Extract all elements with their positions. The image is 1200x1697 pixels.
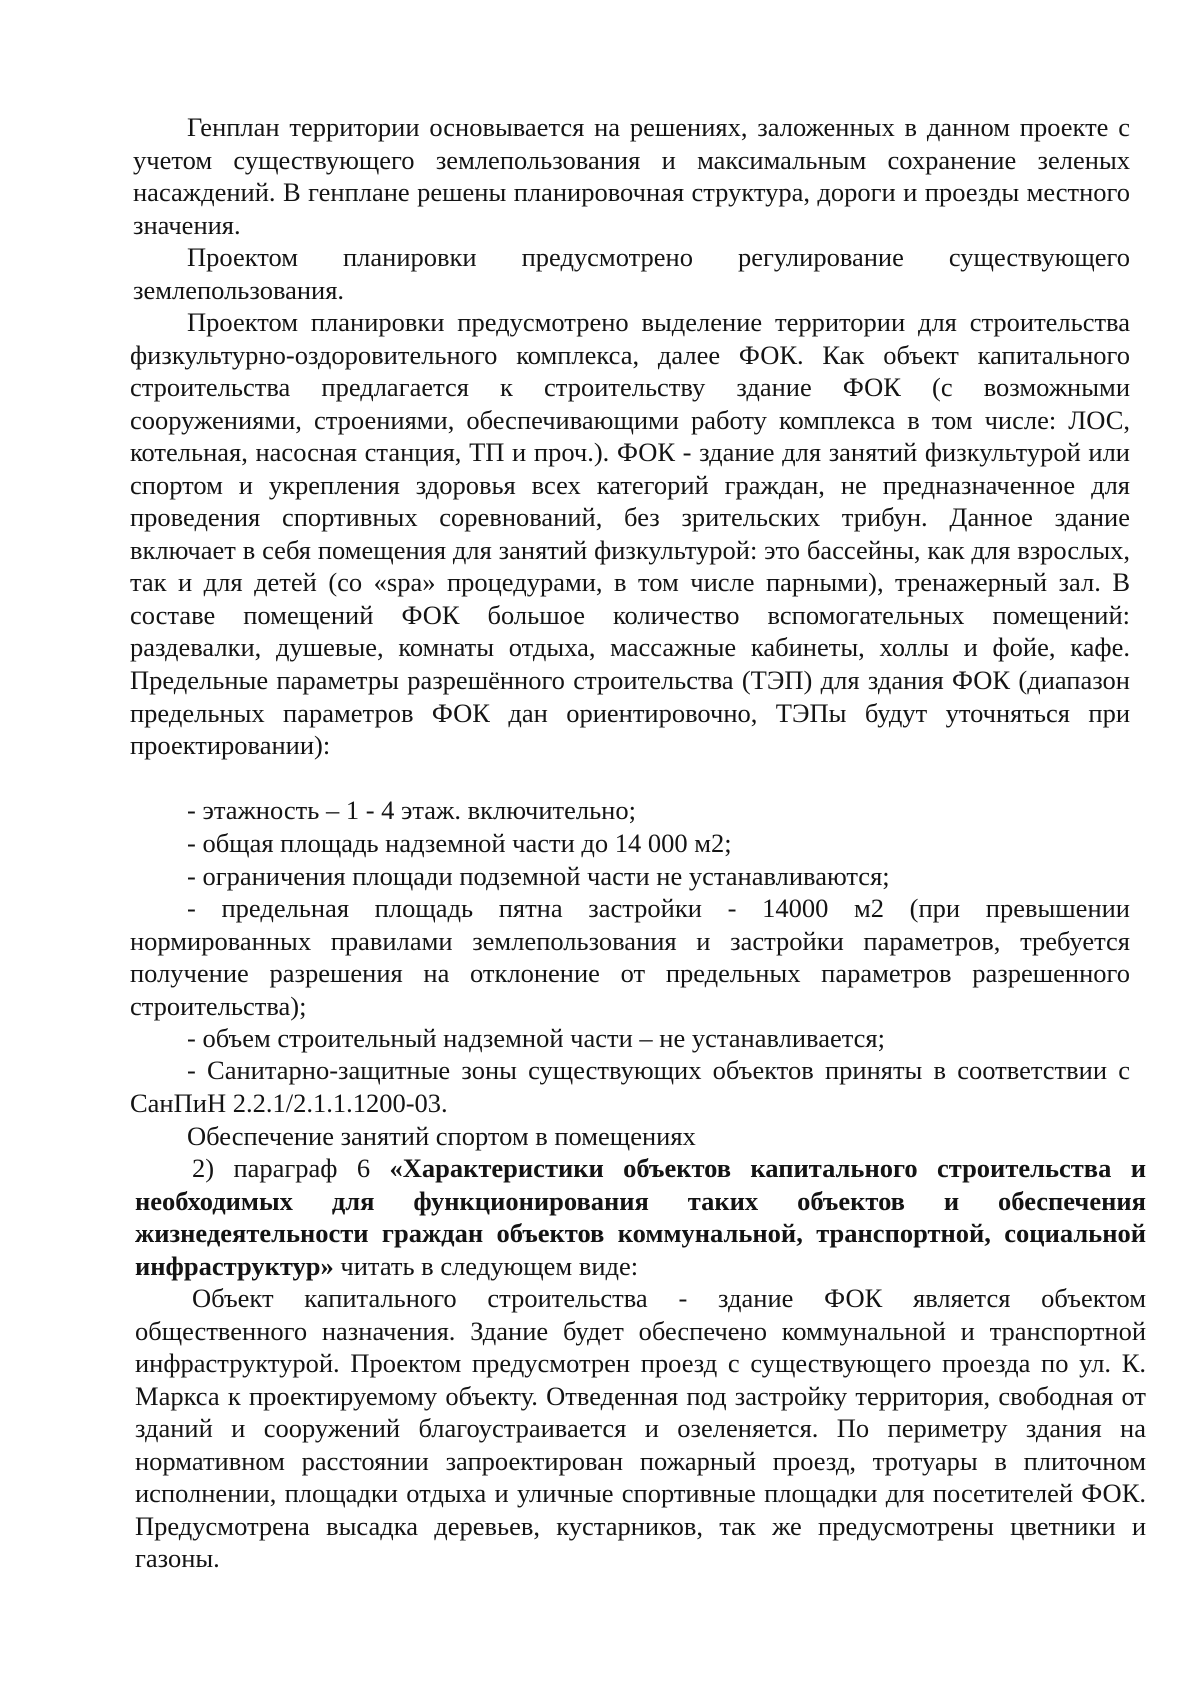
list-item-volume: - объем строительный надземной части – не устанавливается; bbox=[187, 1023, 885, 1053]
section-6-suffix: читать в следующем виде: bbox=[333, 1250, 639, 1281]
section-6-title: «Характеристики объектов капитального строительства и необходимых для функционирования таких объектов и обеспечения жизнедеятельности граждан объектов коммунальной, транспортной, социальной инфраструктур» bbox=[135, 1153, 1146, 1281]
list-item-sanitary-zones: - Санитарно-защитные зоны существующих объектов приняты в соответствии с СанПиН 2.2.1/2.1.1.1200-03. bbox=[130, 1055, 1130, 1118]
paragraph-genplan: Генплан территории основывается на решениях, заложенных в данном проекте с учетом существующего землепользования и максимальным сохранение зеленых насаждений. В генплане решены планировочная структура, дороги и проезды местного значения. bbox=[133, 112, 1130, 240]
paragraph-land-use: Проектом планировки предусмотрено регулирование существующего землепользования. bbox=[133, 242, 1130, 305]
paragraph-infrastructure: Объект капитального строительства - здание ФОК является объектом общественного назначения. Здание будет обеспечено коммунальной и транспортной инфраструктурой. Проектом предусмотрен проезд с существующего проезда по ул. К. Маркса к проектируемому объекту. Отведенная под застройку территория, свободная от зданий и сооружений благоустраивается и озеленяется. По периметру здания на нормативном расстоянии запроектирован пожарный проезд, тротуары в плиточном исполнении, площадки отдыха и уличные спортивные площадки для посетителей ФОК. Предусмотрена высадка деревьев, кустарников, так же предусмотрены цветники и газоны. bbox=[135, 1283, 1146, 1574]
list-item-footprint: - предельная площадь пятна застройки - 14000 м2 (при превышении нормированных правилами землепользования и застройки параметров, требуется получение разрешения на отклонение от предельных параметров разрешенного строительства); bbox=[130, 893, 1130, 1021]
list-item-floors: - этажность – 1 - 4 этаж. включительно; bbox=[187, 795, 636, 825]
section-6-prefix: 2) параграф 6 bbox=[192, 1153, 390, 1183]
paragraph-section-6 bbox=[135, 1152, 1146, 1282]
list-item-total-area: - общая площадь надземной части до 14 000 м2; bbox=[187, 828, 732, 858]
paragraph-fok-description: Проектом планировки предусмотрено выделение территории для строительства физкультурно-оздоровительного комплекса, далее ФОК. Как объект капитального строительства предлагается к строительству здание ФОК (с возможными сооружениями, строениями, обеспечивающими работу комплекса в том числе: ЛОС, котельная, насосная станция, ТП и проч.). ФОК - здание для занятий физкультурой или спортом и укрепления здоровья всех категорий граждан, не предназначенное для проведения спортивных соревнований, без зрительских трибун. Данное здание включает в себя помещения для занятий физкультурой: это бассейны, как для взрослых, так и для детей (со «spa» процедурами, в том числе парными), тренажерный зал. В составе помещений ФОК большое количество вспомогательных помещений: раздевалки, душевые, комнаты отдыха, массажные кабинеты, холлы и фойе, кафе. Предельные параметры разрешённого строительства (ТЭП) для здания ФОК (диапазон предельных параметров ФОК дан ориентировочно, ТЭПы будут уточняться при проектировании): bbox=[130, 307, 1130, 761]
paragraph-sports-provision: Обеспечение занятий спортом в помещениях bbox=[187, 1121, 696, 1151]
list-item-underground-area: - ограничения площади подземной части не устанавливаются; bbox=[187, 861, 890, 891]
